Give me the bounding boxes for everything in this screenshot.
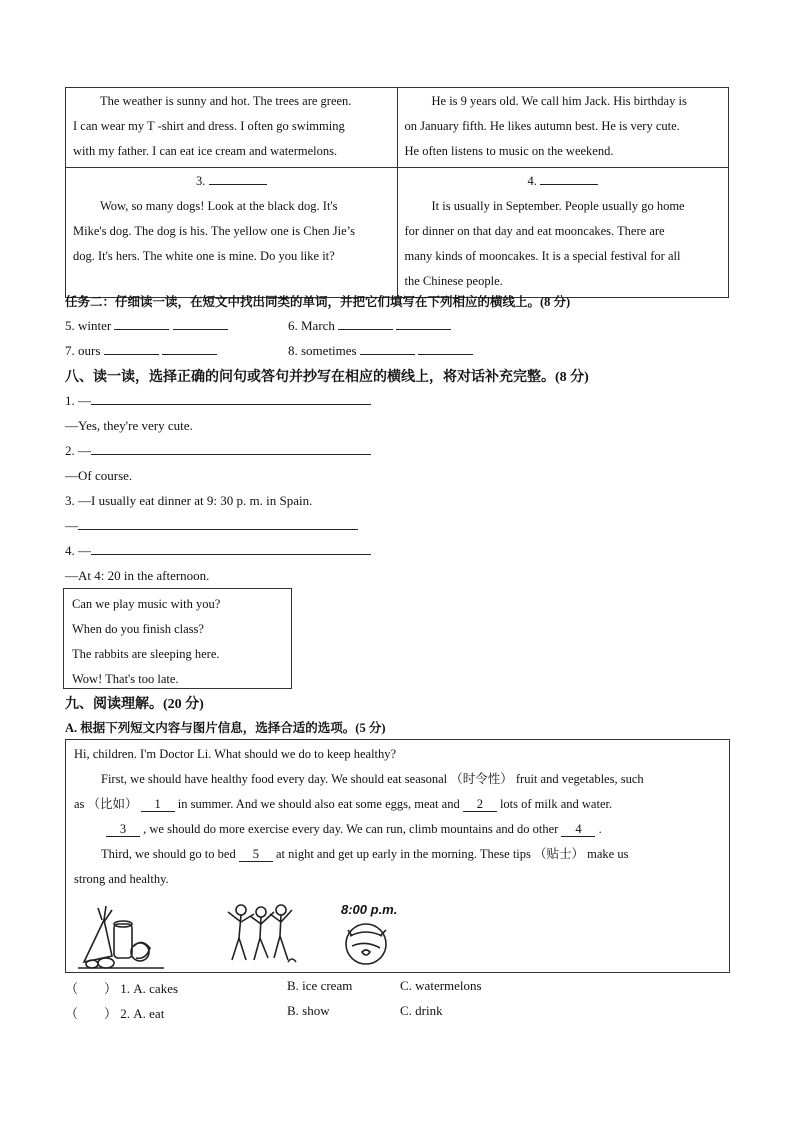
blank-2[interactable]: 2 (463, 797, 497, 812)
cell-dogs (66, 168, 398, 298)
question-number: 2. A. eat (120, 1006, 165, 1021)
blank-5[interactable]: 5 (239, 847, 273, 862)
option-item: Can we play music with you? (72, 597, 221, 611)
option-c-2[interactable]: C. drink (400, 1003, 443, 1018)
answer-paren[interactable]: （ ） (65, 981, 118, 996)
passage-line: First, we should have healthy food every day. We should eat seasonal （时令性） fruit and vegetables, such (101, 772, 644, 786)
passage-line (74, 792, 721, 817)
question-number: 1. A. cakes (120, 981, 179, 996)
answer-blank[interactable] (360, 343, 415, 355)
question-label: 8. sometimes (288, 343, 357, 358)
illustrations (76, 900, 496, 970)
cell-line: with my father. I can eat ice cream and watermelons. (73, 144, 338, 158)
passage-line: Hi, children. I'm Doctor Li. What should we do to keep healthy? (74, 747, 397, 761)
option-item: Wow! That's too late. (72, 672, 179, 686)
sleep-icon (346, 924, 386, 964)
dialog-label: 1. — (65, 393, 91, 408)
question-label: 6. March (288, 318, 335, 333)
cell-number: 4. (527, 174, 537, 188)
blank-4[interactable]: 4 (561, 822, 595, 837)
passage-text: as （比如） (74, 797, 138, 811)
answer-blank[interactable] (114, 318, 169, 330)
option-b-2[interactable]: B. show (287, 1003, 330, 1018)
answer-blank[interactable] (162, 343, 217, 355)
cell-weather (66, 88, 398, 168)
vegetables-icon (78, 906, 164, 968)
answer-line[interactable] (78, 518, 358, 530)
task2-q8 (288, 343, 473, 359)
cell-number: 3. (196, 174, 206, 188)
cell-line: dog. It's hers. The white one is mine. Do you like it? (73, 249, 335, 263)
passage-line: strong and healthy. (74, 872, 169, 886)
cell-jack (397, 88, 729, 168)
task2-q5 (65, 318, 228, 334)
cell-line: It is usually in September. People usually go home (431, 199, 685, 213)
passage-text: lots of milk and water. (499, 797, 613, 811)
answer-blank[interactable] (396, 318, 451, 330)
answer-line[interactable] (91, 443, 371, 455)
cell-line: He is 9 years old. We call him Jack. His birthday is (431, 94, 687, 108)
options-box (63, 588, 292, 689)
cell-line: the Chinese people. (404, 274, 503, 288)
task2-q6 (288, 318, 451, 334)
dialog-a2: —Of course. (65, 468, 133, 483)
blank-3[interactable]: 3 (106, 822, 140, 837)
answer-blank-3[interactable] (209, 173, 267, 185)
passage-text: . (598, 822, 602, 836)
passage-text: in summer. And we should also eat some eggs, meat and (177, 797, 460, 811)
cell-line: many kinds of mooncakes. It is a special festival for all (404, 249, 681, 263)
cell-line: on January fifth. He likes autumn best. He is very cute. (404, 119, 680, 133)
question-row-2 (65, 1003, 164, 1022)
cell-number-line (405, 169, 722, 194)
cell-line: The weather is sunny and hot. The trees are green. (100, 94, 352, 108)
dialog-a1: —Yes, they're very cute. (65, 418, 193, 433)
dialog-q2 (65, 443, 371, 459)
answer-line[interactable] (91, 393, 371, 405)
passage-text: at night and get up early in the morning. These tips （贴士） make us (275, 847, 629, 861)
answer-blank[interactable] (338, 318, 393, 330)
cell-line: Wow, so many dogs! Look at the black dog. It's (100, 199, 338, 213)
reading-table (65, 87, 729, 298)
passage-text: Third, we should go to bed (101, 847, 236, 861)
cell-line: I can wear my T -shirt and dress. I often go swimming (73, 119, 345, 133)
task2-q7 (65, 343, 217, 359)
blank-1[interactable]: 1 (141, 797, 175, 812)
dialog-label: — (65, 518, 78, 533)
section8-heading: 八、读一读，选择正确的问句或答句并抄写在相应的横线上，将对话补充完整。(8 分) (65, 370, 589, 385)
cell-number-line (73, 169, 390, 194)
cell-line: He often listens to music on the weekend. (404, 144, 614, 158)
cell-line: for dinner on that day and eat mooncakes. There are (404, 224, 665, 238)
cell-festival (397, 168, 729, 298)
answer-line[interactable] (91, 543, 371, 555)
dialog-a3 (65, 518, 358, 534)
cell-line: Mike's dog. The dog is his. The yellow one is Chen Jie’s (73, 224, 355, 238)
option-item: The rabbits are sleeping here. (72, 647, 220, 661)
dialog-q4 (65, 543, 371, 559)
option-item: When do you finish class? (72, 622, 204, 636)
passage-box (65, 739, 730, 973)
dialog-a4: —At 4: 20 in the afternoon. (65, 568, 210, 583)
dialog-label: 4. — (65, 543, 91, 558)
dialog-q3: 3. —I usually eat dinner at 9: 30 p. m. in Spain. (65, 493, 313, 508)
exercise-icon (228, 905, 296, 962)
question-row-1 (65, 978, 178, 997)
answer-blank-4[interactable] (540, 173, 598, 185)
question-label: 5. winter (65, 318, 112, 333)
answer-paren[interactable]: （ ） (65, 1006, 118, 1021)
answer-blank[interactable] (173, 318, 228, 330)
option-c-1[interactable]: C. watermelons (400, 978, 482, 993)
clock-label: 8:00 p.m. (341, 902, 398, 917)
option-b-1[interactable]: B. ice cream (287, 978, 353, 993)
question-label: 7. ours (65, 343, 101, 358)
dialog-label: 2. — (65, 443, 91, 458)
task2-heading: 任务二：仔细读一读，在短文中找出同类的单词，并把它们填写在下列相应的横线上。(8 分) (65, 295, 571, 309)
passage-line (74, 842, 721, 867)
section9-partA: A. 根据下列短文内容与图片信息，选择合适的选项。(5 分) (65, 721, 386, 735)
answer-blank[interactable] (104, 343, 159, 355)
answer-blank[interactable] (418, 343, 473, 355)
passage-line (74, 817, 721, 842)
section9-heading: 九、阅读理解。(20 分) (65, 697, 204, 712)
passage-text: , we should do more exercise every day. We can run, climb mountains and do other (143, 822, 559, 836)
dialog-q1 (65, 393, 371, 409)
